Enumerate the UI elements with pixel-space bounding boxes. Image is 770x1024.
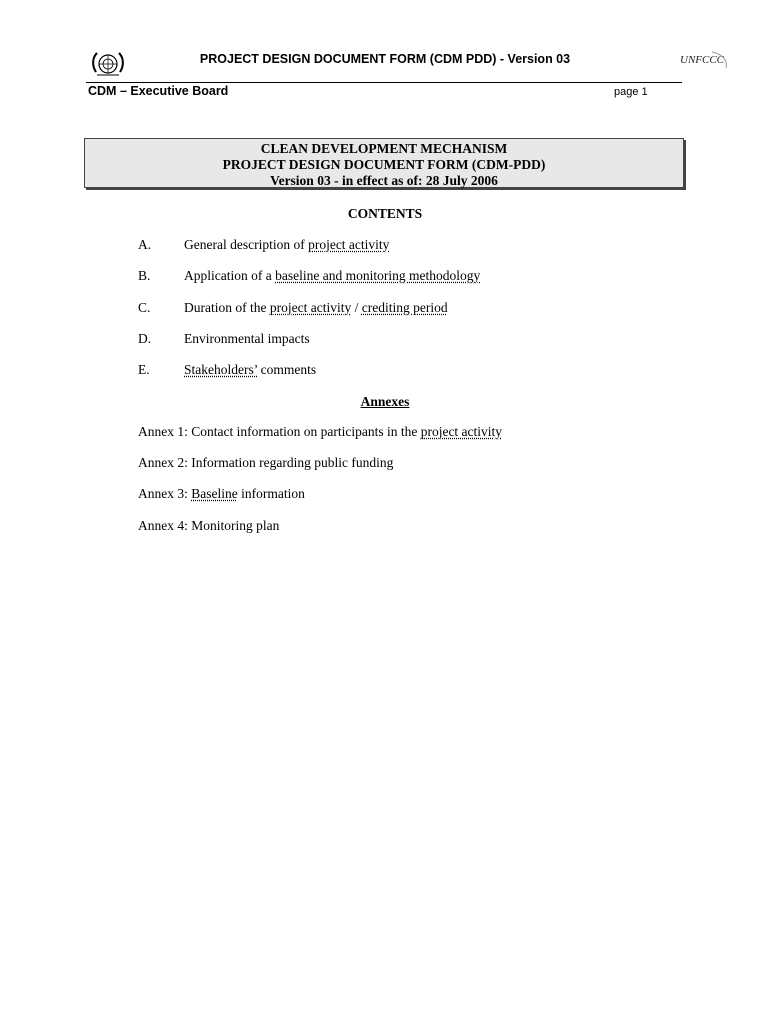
contents-heading: CONTENTS bbox=[347, 206, 423, 221]
annex-item-4: Annex 4: Monitoring plan bbox=[138, 518, 280, 533]
title-line-2: PROJECT DESIGN DOCUMENT FORM (CDM-PDD) bbox=[222, 157, 546, 172]
toc-item-c: Duration of the project activity / crediting period bbox=[184, 300, 448, 315]
title-line-1: CLEAN DEVELOPMENT MECHANISM bbox=[260, 141, 508, 156]
annexes-heading: Annexes bbox=[360, 394, 410, 409]
toc-letter: A. bbox=[138, 237, 152, 252]
toc-letter: D. bbox=[138, 331, 152, 346]
toc-letter: B. bbox=[138, 268, 151, 283]
annex-item-3: Annex 3: Baseline information bbox=[138, 486, 305, 501]
header-divider bbox=[86, 82, 682, 83]
annex-item-2: Annex 2: Information regarding public funding bbox=[138, 455, 394, 470]
toc-item-d: Environmental impacts bbox=[184, 331, 310, 346]
header-title: PROJECT DESIGN DOCUMENT FORM (CDM PDD) - Version 03 bbox=[199, 52, 571, 66]
annex-item-1: Annex 1: Contact information on participants in the project activity bbox=[138, 424, 503, 439]
executive-board-label: CDM – Executive Board bbox=[88, 84, 229, 98]
toc-item-e: Stakeholders’ comments bbox=[184, 362, 317, 377]
toc-item-a: General description of project activity bbox=[184, 237, 390, 252]
title-box bbox=[84, 138, 684, 188]
unfccc-logo bbox=[676, 48, 734, 72]
page-number: page 1 bbox=[614, 86, 648, 98]
toc-item-b: Application of a baseline and monitoring methodology bbox=[184, 268, 481, 283]
unfccc-logo-text: UNFCCC bbox=[680, 54, 725, 66]
toc-letter: C. bbox=[138, 300, 151, 315]
title-line-3: Version 03 - in effect as of: 28 July 2006 bbox=[270, 173, 498, 188]
toc-letter: E. bbox=[138, 362, 150, 377]
